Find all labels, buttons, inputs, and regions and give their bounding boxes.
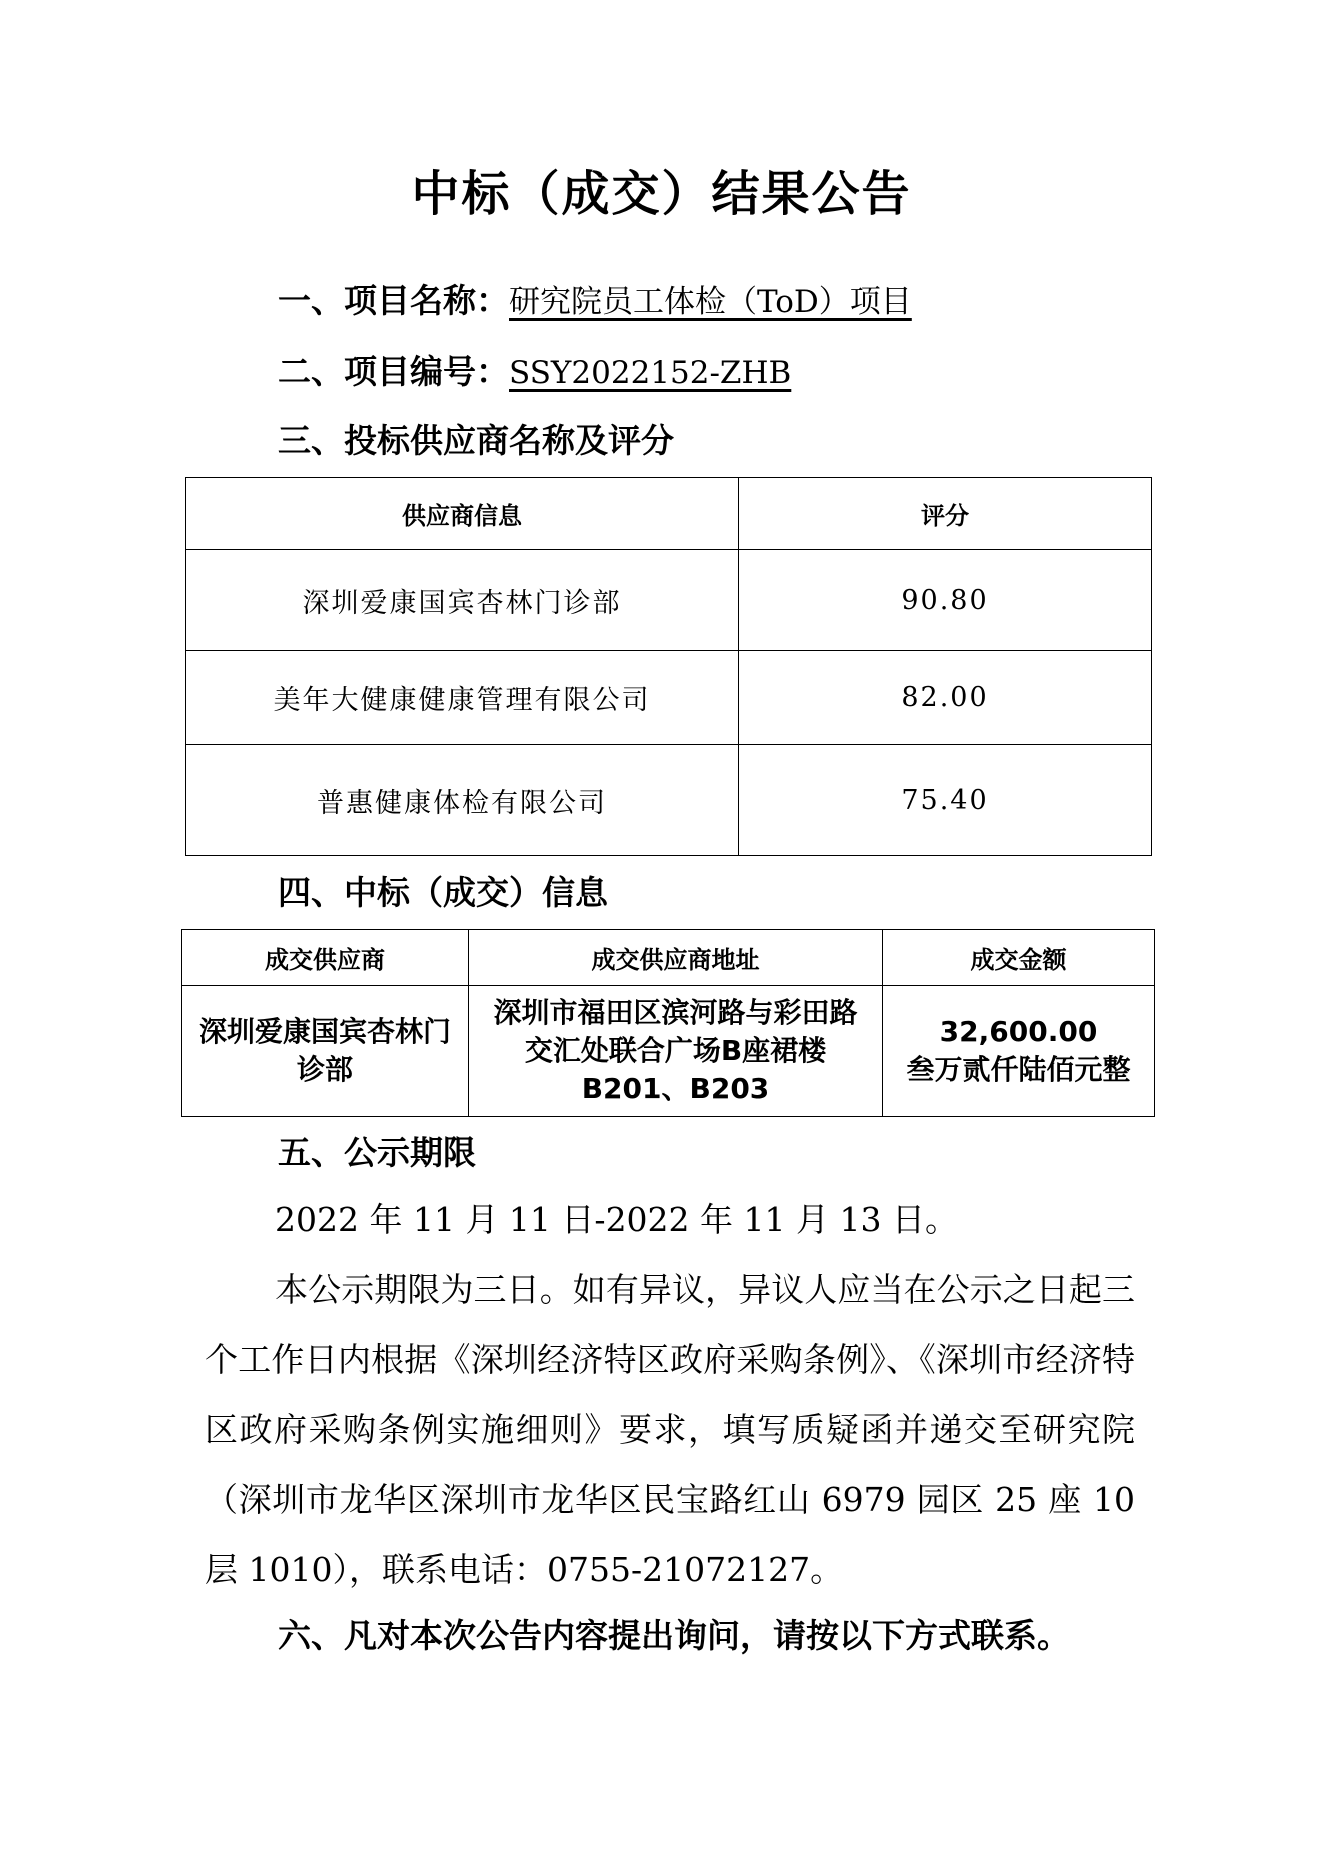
objection-text: 本公示期限为三日。如有异议，异议人应当在公示之日起三个工作日内根据《深圳经济特区政府采购条例》、《深圳市经济特区政府采购条例实施细则》要求，填写质疑函并递交至研究院（深圳市龙华区深圳市龙华区民宝路红山 6979 园区 25 座 10 层 1010），联系电话：0755-21072127。 xyxy=(205,1270,1135,1589)
supplier-name: 深圳爱康国宾杏林门诊部 xyxy=(186,550,739,651)
bidders-table xyxy=(185,477,1152,856)
project-number-line xyxy=(278,349,791,396)
contact-heading: 六、凡对本次公告内容提出询问，请按以下方式联系。 xyxy=(278,1616,1070,1655)
header-score: 评分 xyxy=(739,478,1152,550)
award-supplier: 深圳爱康国宾杏林门诊部 xyxy=(182,986,469,1117)
objection-paragraph xyxy=(205,1255,1135,1605)
supplier-name: 普惠健康体检有限公司 xyxy=(186,745,739,856)
award-amount-words: 叁万贰仟陆佰元整 xyxy=(906,1053,1131,1086)
table-row xyxy=(186,745,1152,856)
header-award-address: 成交供应商地址 xyxy=(469,930,883,986)
header-supplier-info: 供应商信息 xyxy=(186,478,739,550)
period-heading: 五、公示期限 xyxy=(278,1133,476,1172)
project-name-line xyxy=(278,278,912,325)
award-heading: 四、中标（成交）信息 xyxy=(278,873,608,912)
header-award-amount: 成交金额 xyxy=(883,930,1155,986)
table-header-row xyxy=(182,930,1155,986)
award-amount-number: 32,600.00 xyxy=(939,1015,1098,1048)
award-table xyxy=(181,929,1155,1117)
period-dates: 2022 年 11 月 11 日-2022 年 11 月 13 日。 xyxy=(275,1200,958,1239)
project-number-value: SSY2022152-ZHB xyxy=(509,355,792,391)
bidders-heading: 三、投标供应商名称及评分 xyxy=(278,421,674,460)
table-row xyxy=(182,986,1155,1117)
period-paragraph xyxy=(205,1185,1135,1255)
table-row xyxy=(186,651,1152,745)
supplier-score: 75.40 xyxy=(739,745,1152,856)
table-header-row xyxy=(186,478,1152,550)
table-row xyxy=(186,550,1152,651)
supplier-score: 82.00 xyxy=(739,651,1152,745)
header-award-supplier: 成交供应商 xyxy=(182,930,469,986)
project-number-label: 二、项目编号： xyxy=(278,352,509,391)
award-address: 深圳市福田区滨河路与彩田路交汇处联合广场B座裙楼B201、B203 xyxy=(469,986,883,1117)
project-name-value: 研究院员工体检（ToD）项目 xyxy=(509,284,912,320)
supplier-name: 美年大健康健康管理有限公司 xyxy=(186,651,739,745)
supplier-score: 90.80 xyxy=(739,550,1152,651)
award-amount xyxy=(883,986,1155,1117)
page-title: 中标（成交）结果公告 xyxy=(411,166,912,222)
project-name-label: 一、项目名称： xyxy=(278,281,509,320)
